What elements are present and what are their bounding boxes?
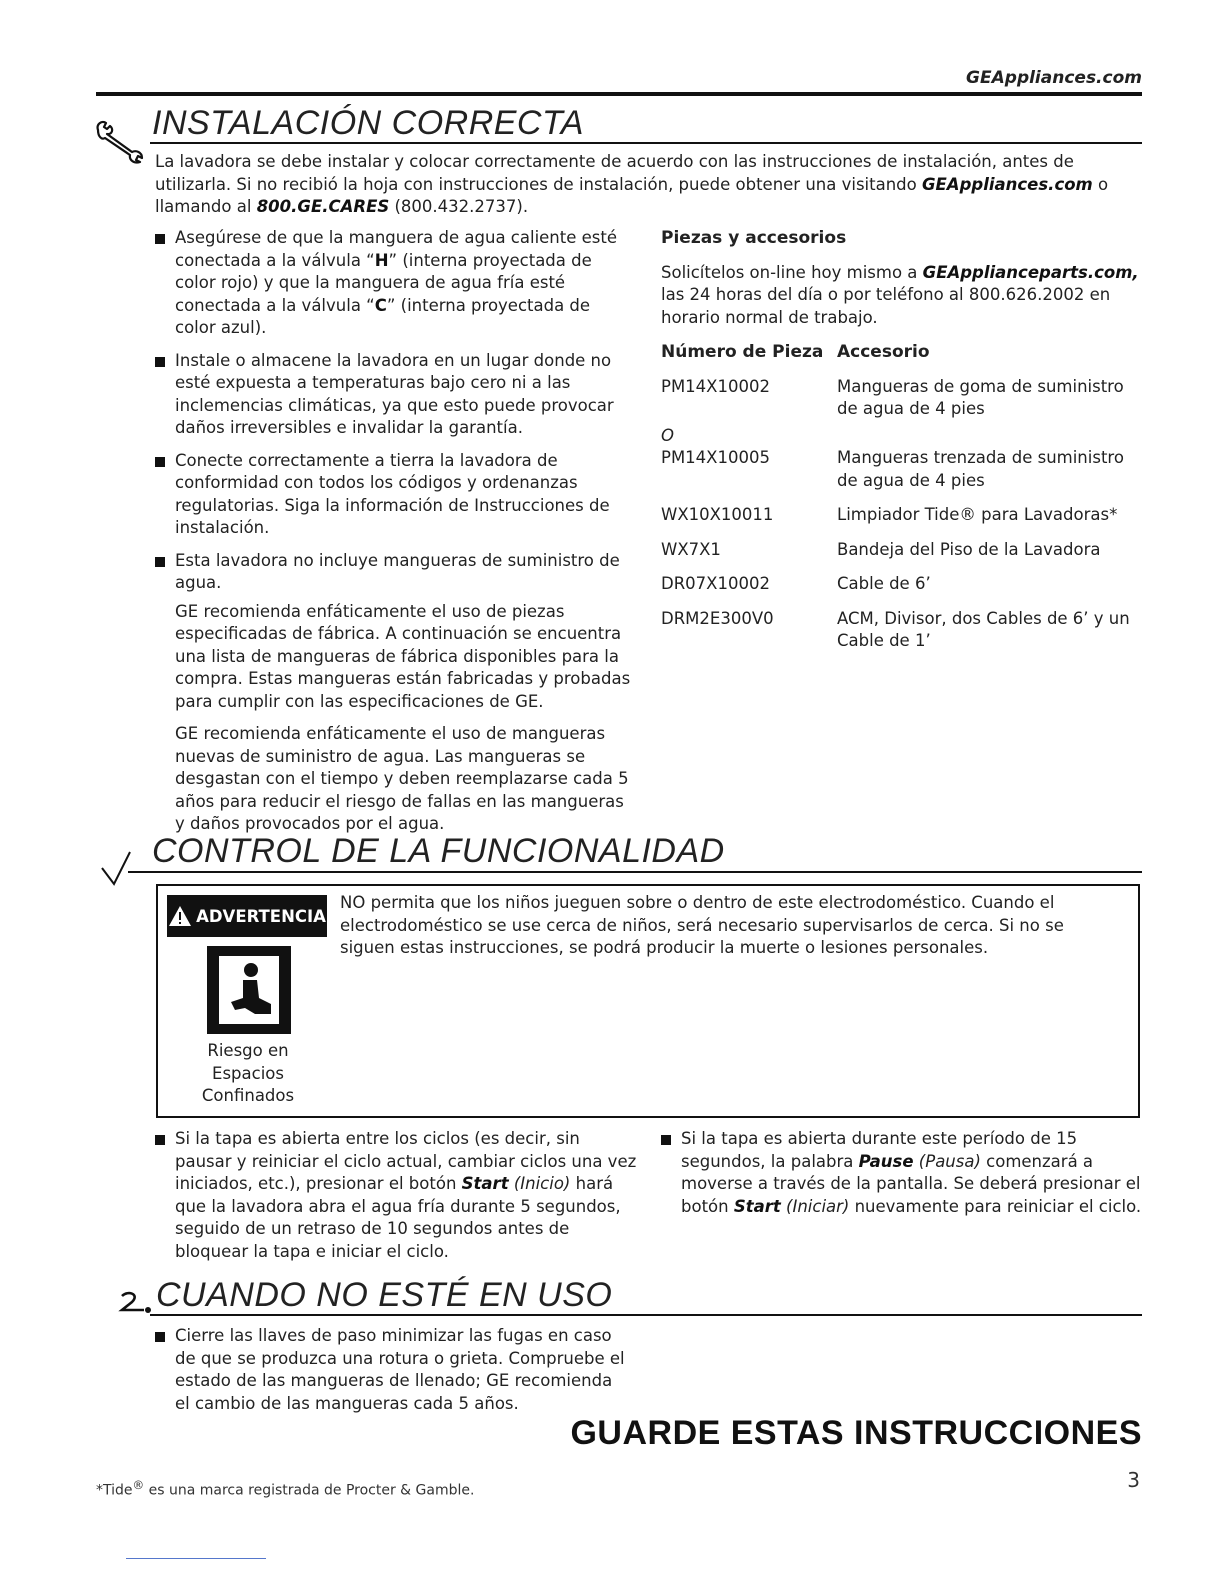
- install-intro: La lavadora se debe instalar y colocar correctamente de acuerdo con las instrucciones de instalación, antes de utilizarla. Si no recibió la hoja con instrucciones de instalación, puede obtener una visitando GEAppliances.com o llamando al 800.GE.CARES (800.432.2737).: [155, 152, 1109, 216]
- col-part-number: Número de Pieza: [661, 342, 824, 362]
- confined-space-icon: [205, 944, 293, 1036]
- ge-appliances-link[interactable]: GEAppliances.com: [921, 174, 1093, 194]
- warning-text: NO permita que los niños jueguen sobre o dentro de este electrodoméstico. Cuando el electrodoméstico se use cerca de niños, será necesario supervisarlos de cerca. Si no se siguen estas instrucciones, se podrá producir la muerte o lesiones personales.: [340, 893, 1064, 957]
- ge-parts-paragraph: GE recomienda enfáticamente el uso de piezas especificadas de fábrica. A continuación se encuentra una lista de mangueras de fábrica disponibles para la compra. Estas mangueras están fabricadas y probadas para cumplir con las especificaciones de GE.: [175, 601, 631, 711]
- section-rule: [150, 1314, 1142, 1316]
- bullet-no-hoses: Esta lavadora no incluye mangueras de suministro de agua.: [155, 550, 635, 595]
- section-title-control: CONTROL DE LA FUNCIONALIDAD: [152, 832, 725, 870]
- parts-table: [661, 341, 1141, 665]
- bullet-ground: Conecte correctamente a tierra la lavadora de conformidad con todos los códigos y ordenanzas regulatorias. Siga la información de Instrucciones de instalación.: [155, 450, 635, 540]
- idle-bullet: Cierre las llaves de paso minimizar las fugas en caso de que se produzca una rotura o grieta. Compruebe el estado de las mangueras de llenado; GE recomienda el cambio de las mangueras cada 5 años.: [155, 1325, 625, 1415]
- site-url: GEAppliances.com: [966, 68, 1142, 88]
- bullet-storage: Instale o almacene la lavadora en un lugar donde no esté expuesta a temperaturas bajo cero ni a las inclemencias climáticas, ya que esto puede provocar daños irreversibles e invalidar la garantía.: [155, 350, 635, 440]
- risk-label: Riesgo en Espacios Confinados: [201, 1041, 295, 1105]
- top-divider: [96, 92, 1142, 96]
- table-row: DRM2E300V0 ACM, Divisor, dos Cables de 6’ y un Cable de 1’: [661, 608, 1130, 650]
- lid-bullet-right: Si la tapa es abierta durante este período de 15 segundos, la palabra Pause (Pausa) comenzará a moverse a través de la pantalla. Se deberá presionar el botón Start (Iniciar) nuevamente para reiniciar el ciclo.: [661, 1128, 1143, 1218]
- save-instructions-heading: GUARDE ESTAS INSTRUCCIONES: [570, 1414, 1142, 1452]
- table-row: PM14X10005 Mangueras trenzada de suministro de agua de 4 pies: [661, 448, 1124, 490]
- bottom-link-line: [126, 1558, 266, 1559]
- section-title-idle: CUANDO NO ESTÉ EN USO: [156, 1276, 613, 1314]
- table-row: WX7X1 Bandeja del Piso de la Lavadora: [661, 539, 1101, 559]
- section-rule: [128, 871, 1142, 873]
- page-number: 3: [1127, 1468, 1140, 1492]
- ge-cares-phone: 800.GE.CARES: [256, 197, 390, 216]
- table-header: [661, 341, 1141, 376]
- table-row: WX10X10011 Limpiador Tide® para Lavadoras*: [661, 505, 1118, 524]
- bullet-hoses: Asegúrese de que la manguera de agua caliente esté conectada a la válvula “H” (interna proyectada de color rojo) y que la manguera de agua fría esté conectada a la válvula “C” (interna proyectada de color azul).: [155, 227, 635, 340]
- install-bullets: [155, 227, 635, 846]
- section-rule: [150, 142, 1142, 144]
- footnote: *Tide® es una marca registrada de Procter & Gamble.: [96, 1478, 475, 1499]
- parts-panel: [661, 227, 1141, 665]
- table-row: PM14X10002 Mangueras de goma de suministro de agua de 4 pies: [661, 376, 1124, 418]
- col-accessory: Accesorio: [837, 342, 930, 362]
- parts-text: Solicítelos on-line hoy mismo a GEApplianceparts.com, las 24 horas del día o por teléfono al 800.626.2002 en horario normal de trabajo.: [661, 262, 1139, 327]
- ge-parts-link[interactable]: GEApplianceparts.com,: [922, 262, 1139, 282]
- checkmark-icon: [100, 848, 140, 888]
- section-title-install: INSTALACIÓN CORRECTA: [152, 104, 584, 142]
- wrench-icon: [92, 116, 154, 166]
- hose-icon: [118, 1288, 154, 1322]
- lid-bullet-left: Si la tapa es abierta entre los ciclos (es decir, sin pausar y reiniciar el ciclo actual, cambiar ciclos una vez iniciados, etc.), presionar el botón Start (Inicio) hará que la lavadora abra el agua fría durante 5 segundos, seguido de un retraso de 10 segundos antes de bloquear la tapa e iniciar el ciclo.: [155, 1128, 637, 1263]
- table-row: DR07X10002 Cable de 6’: [661, 574, 931, 593]
- parts-heading: Piezas y accesorios: [661, 228, 847, 248]
- ge-hoses-paragraph: GE recomienda enfáticamente el uso de mangueras nuevas de suministro de agua. Las mangueras se desgastan con el tiempo y deben reemplazarse cada 5 años para reducir el riesgo de fallas en las mangueras y daños provocados por el agua.: [175, 724, 629, 833]
- table-row: O: [661, 425, 674, 445]
- warning-triangle-icon: [168, 905, 192, 927]
- warning-label: ADVERTENCIA: [167, 895, 327, 937]
